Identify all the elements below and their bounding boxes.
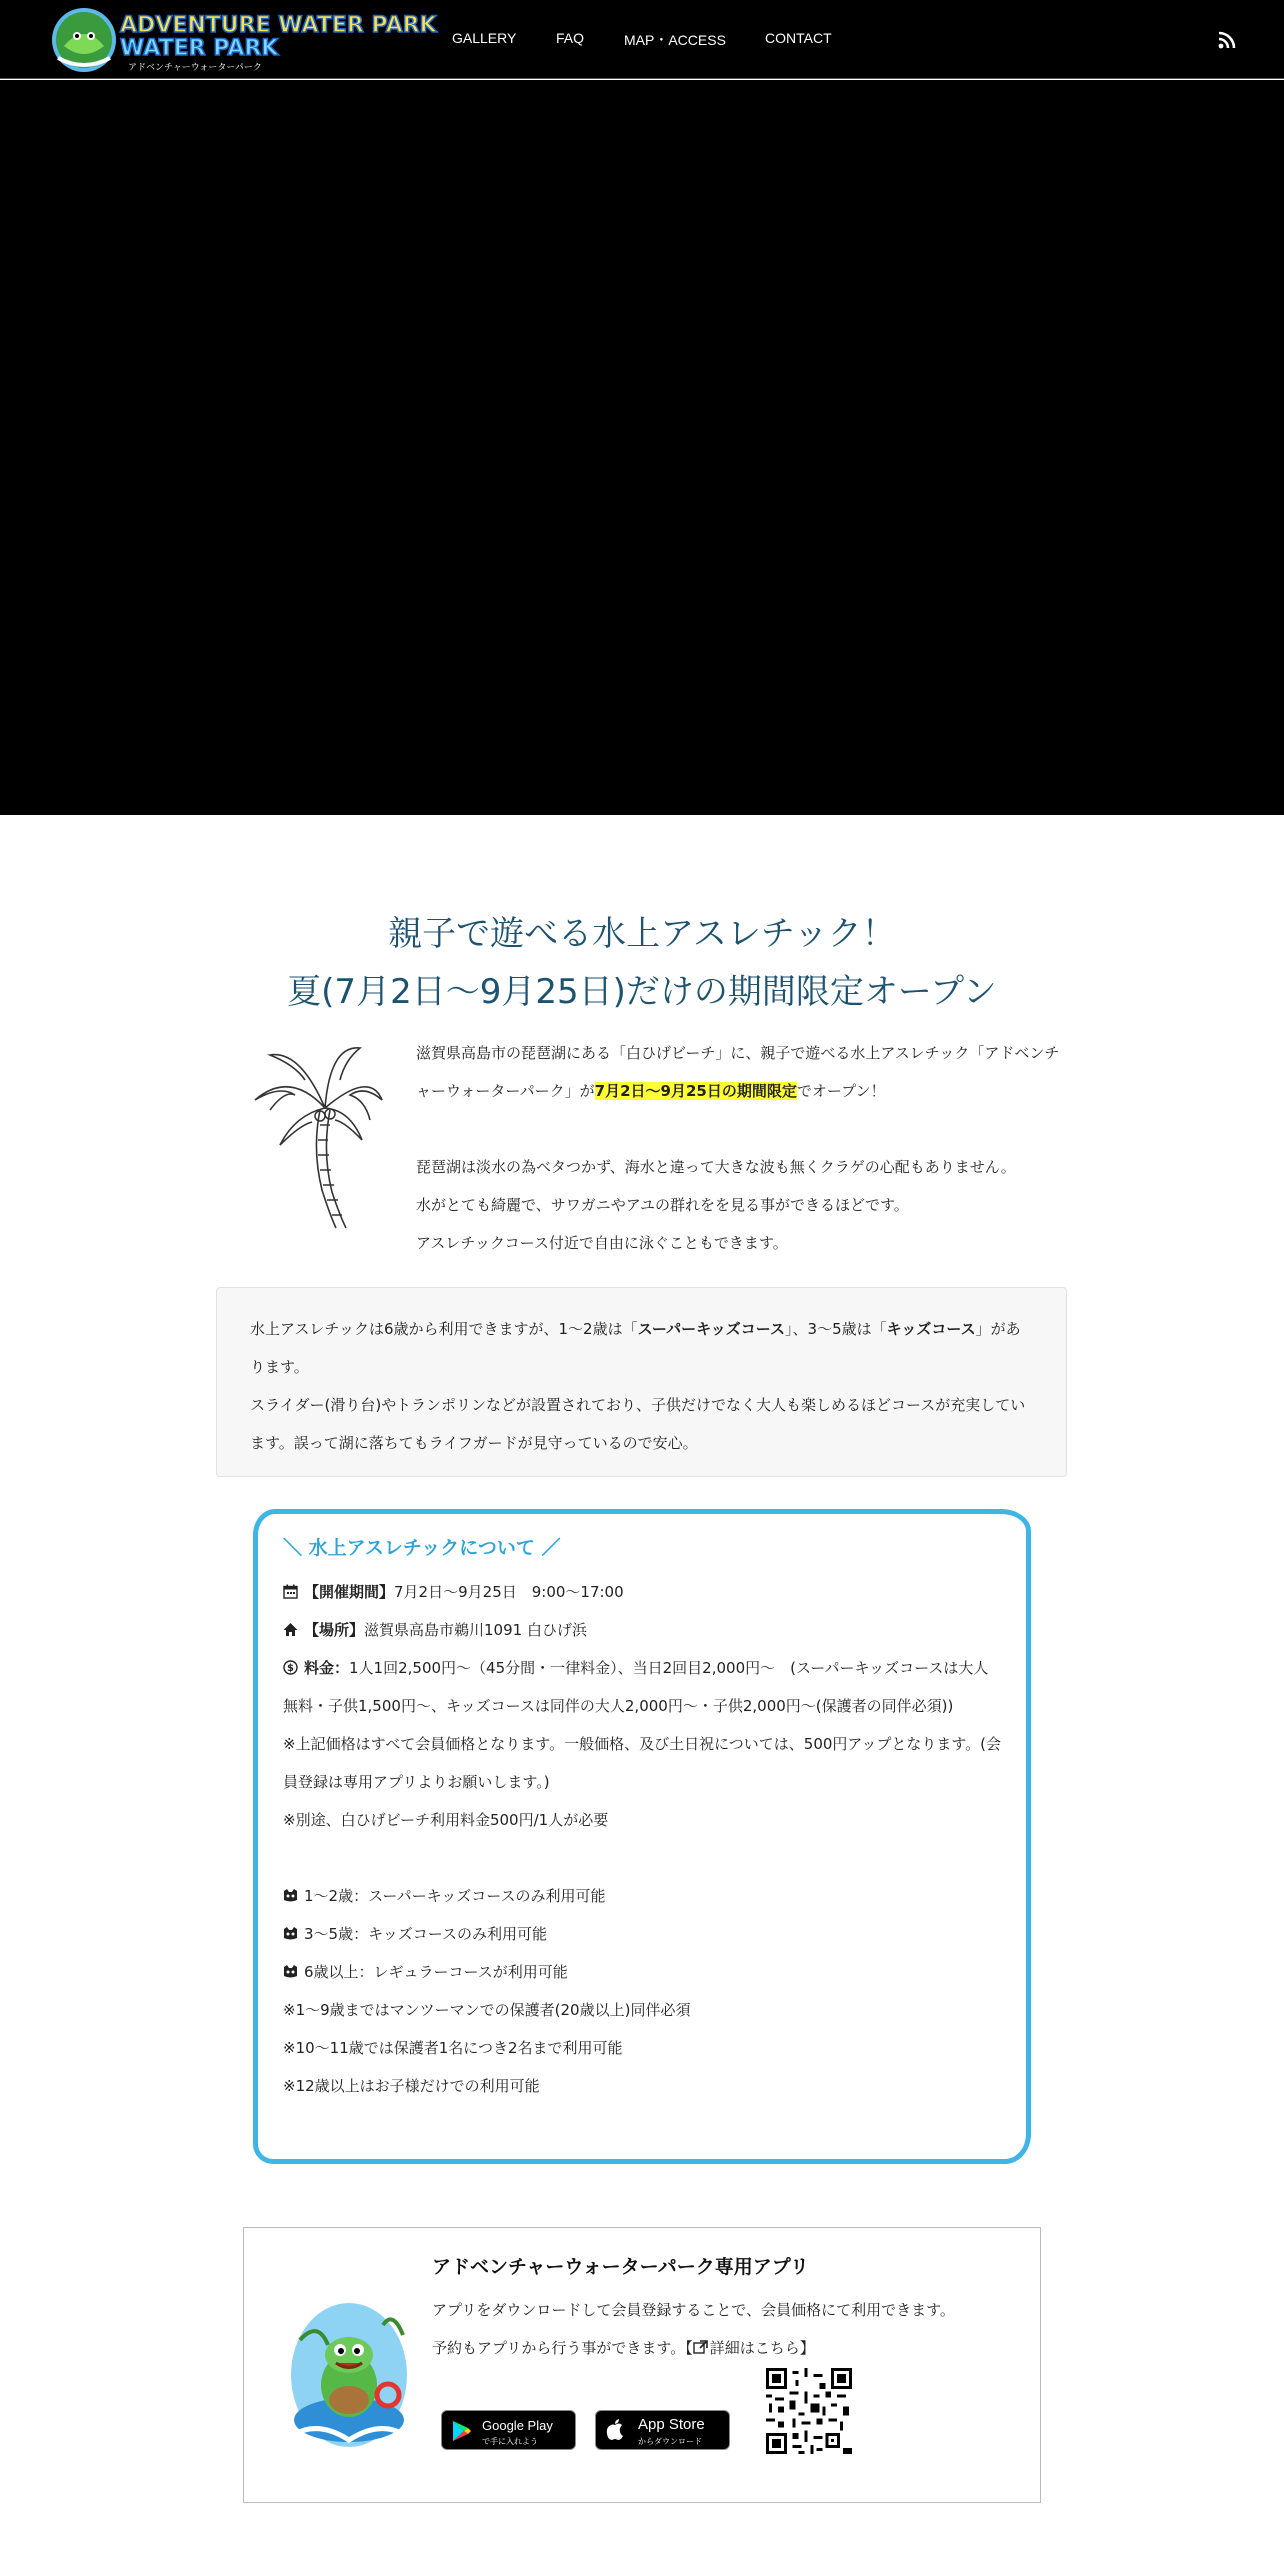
guardian-rule-2: ※10～11歳では保護者1名につき2名まで利用可能 <box>283 2039 623 2057</box>
intro-paragraph-2: 琵琶湖は淡水の為ベタつかず、海水と違って大きな波も無くクラゲの心配もありません。 <box>416 1158 1016 1176</box>
svg-text:ADVENTURE WATER PARK: ADVENTURE WATER PARK <box>120 13 437 38</box>
member-price-note: ※上記価格はすべて会員価格となります。一般価格、及び土日祝については、500円アップとなります。(会員登録は専用アプリよりお願いします。) <box>283 1735 1002 1791</box>
child-face-icon <box>283 1888 298 1903</box>
app-store-label: App Store <box>638 2416 705 2433</box>
nav-contact[interactable]: CONTACT <box>765 30 832 46</box>
dollar-circle-icon <box>283 1660 298 1675</box>
course-info-paragraph-2: スライダー(滑り台)やトランポリンなどが設置されており、子供だけでなく大人も楽しめるほどコースが充実しています。誤って湖に落ちてもライフガードが見守っているので安心。 <box>250 1396 1026 1452</box>
course-info-box <box>216 1287 1067 1477</box>
google-play-sublabel: で手に入れよう <box>482 2437 538 2446</box>
details-link[interactable]: 詳細はこちら <box>693 2339 800 2357</box>
app-store-badge[interactable] <box>595 2410 730 2450</box>
calendar-icon <box>283 1584 298 1599</box>
intro-paragraph-4: アスレチックコース付近で自由に泳ぐこともできます。 <box>416 1234 788 1252</box>
google-play-label: Google Play <box>482 2418 553 2433</box>
svg-text:WATER PARK: WATER PARK <box>120 36 279 61</box>
guardian-rule-1: ※1～9歳まではマンツーマンでの保護者(20歳以上)同伴必須 <box>283 2001 691 2019</box>
age-row-1: 1～2歳：スーパーキッズコースのみ利用可能 <box>283 1877 1001 1915</box>
google-play-icon <box>452 2420 472 2442</box>
site-header <box>0 0 1284 79</box>
beach-fee-note: ※別途、白ひげビーチ利用料金500円/1人が必要 <box>283 1811 609 1829</box>
nav-faq[interactable]: FAQ <box>556 30 585 46</box>
qr-code <box>766 2368 852 2454</box>
main-nav <box>0 30 1284 50</box>
intro-text <box>416 1034 1066 1262</box>
period-highlight: 7月2日～9月25日の期間限定 <box>594 1082 797 1100</box>
child-face-icon <box>283 1926 298 1941</box>
google-play-badge[interactable] <box>441 2410 576 2450</box>
svg-text:アドベンチャーウォーターパーク: アドベンチャーウォーターパーク <box>128 63 262 73</box>
age-row-2: 3～5歳：キッズコースのみ利用可能 <box>283 1915 1001 1953</box>
course-info-paragraph-1: 水上アスレチックは6歳から利用できますが、1～2歳は「スーパーキッズコース」、3～5歳は「キッズコース」があります。 <box>250 1320 1021 1376</box>
external-link-icon <box>693 2340 708 2355</box>
app-title: アドベンチャーウォーターパーク専用アプリ <box>432 2256 809 2278</box>
app-description <box>432 2291 1022 2367</box>
child-face-icon <box>283 1964 298 1979</box>
app-desc-line-2: 予約もアプリから行う事ができます。【 詳細はこちら】 <box>432 2339 815 2357</box>
app-promo-box <box>243 2227 1041 2503</box>
guardian-rule-3: ※12歳以上はお子様だけでの利用可能 <box>283 2077 540 2095</box>
age-row-3: 6歳以上：レギュラーコースが利用可能 <box>283 1953 1001 1991</box>
app-store-sublabel: からダウンロード <box>638 2437 702 2446</box>
svg-text:$: $ <box>287 1663 294 1674</box>
intro-paragraph-3: 水がとても綺麗で、サワガニやアユの群れをを見る事ができるほどです。 <box>416 1196 909 1214</box>
place-row: 【場所】滋賀県高島市鵜川1091 白ひげ浜 <box>283 1611 1001 1649</box>
details-box <box>253 1509 1031 2164</box>
intro-paragraph-1: 滋賀県高島市の琵琶湖にある「白ひげビーチ」に、親子で遊べる水上アスレチック「アドベンチャーウォーターパーク」が7月2日～9月25日の期間限定でオープン！ <box>416 1044 1060 1100</box>
period-row: 【開催期間】7月2日～9月25日 9:00〜17:00 <box>283 1573 1001 1611</box>
hero-video[interactable] <box>0 80 1284 815</box>
page-title <box>0 905 1284 1021</box>
fee-row: $ 料金：1人1回2,500円～（45分間・一律料金）、当日2回目2,000円～ (スーパーキッズコースは大人無料・子供1,500円～、キッズコースは同伴の大人2,000円～・子供2,000円～(保護者の同伴必須)) <box>283 1659 989 1715</box>
apple-icon <box>606 2419 624 2441</box>
rss-icon[interactable] <box>1218 31 1236 49</box>
details-heading: ＼ 水上アスレチックについて ／ <box>283 1537 561 1559</box>
nav-map-access[interactable]: MAP・ACCESS <box>624 32 726 48</box>
mascot-image <box>288 2300 410 2450</box>
home-icon <box>283 1622 298 1637</box>
title-line-2: 夏(7月2日～9月25日)だけの期間限定オープン <box>287 972 997 1012</box>
app-desc-line-1: アプリをダウンロードして会員登録することで、会員価格にて利用できます。 <box>432 2301 955 2319</box>
palm-tree-illustration <box>250 1040 385 1230</box>
title-line-1: 親子で遊べる水上アスレチック！ <box>388 914 896 954</box>
nav-gallery[interactable]: GALLERY <box>452 30 517 46</box>
